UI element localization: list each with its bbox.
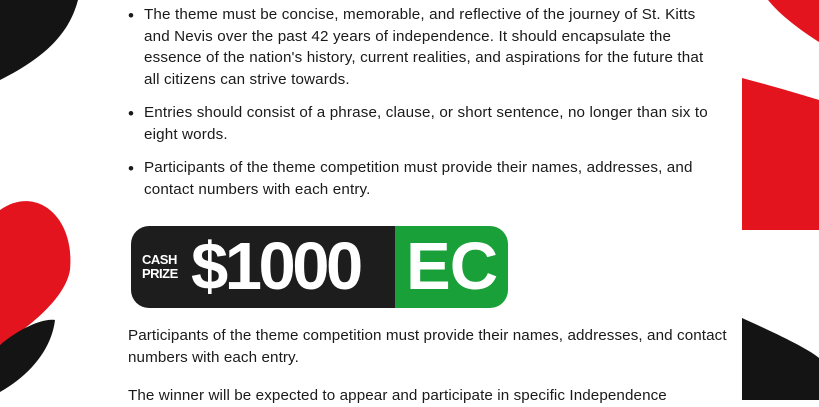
prize-amount: $1000 bbox=[191, 229, 360, 304]
winner-paragraph: The winner will be expected to appear and participate in specific Independence bbox=[128, 387, 667, 404]
cash-prize-badge bbox=[131, 226, 508, 308]
rules-list bbox=[128, 4, 718, 200]
rule-item bbox=[128, 157, 718, 200]
bullet-icon: • bbox=[128, 159, 135, 178]
bullet-icon: • bbox=[128, 104, 135, 123]
cash-prize-label bbox=[142, 253, 178, 281]
rule-text: Participants of the theme competition must provide their names, addresses, and contact numbers with each entry. bbox=[144, 159, 693, 198]
participants-paragraph: Participants of the theme competition must provide their names, addresses, and contact numbers with each entry. bbox=[128, 327, 727, 366]
rule-item bbox=[128, 4, 718, 90]
rule-text: Entries should consist of a phrase, clause, or short sentence, no longer than six to eight words. bbox=[144, 104, 708, 143]
bullet-icon: • bbox=[128, 6, 135, 25]
prize-label-line: PRIZE bbox=[142, 266, 178, 281]
rule-item bbox=[128, 102, 718, 145]
cash-label-line: CASH bbox=[142, 252, 177, 267]
prize-currency: EC bbox=[406, 229, 498, 304]
rule-text: The theme must be concise, memorable, and reflective of the journey of St. Kitts and Nevis over the past 42 years of independence. It should encapsulate the essence of the nation's history, current realities, and aspirations for the future that all citizens can strive towards. bbox=[144, 6, 704, 88]
